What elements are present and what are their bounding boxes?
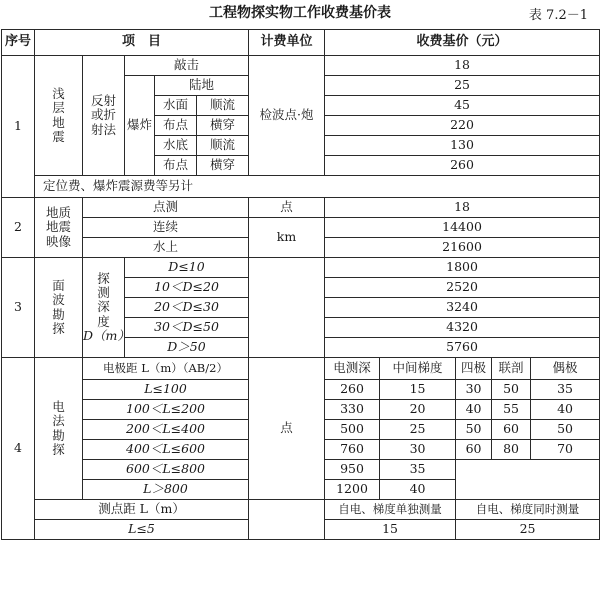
table-row [2, 258, 600, 278]
section-4-unit: 点 [249, 358, 325, 500]
price-hammer: 18 [325, 56, 600, 76]
cell: 260 [325, 380, 380, 400]
cell: 50 [531, 420, 600, 440]
row-land: 陆地 [155, 76, 249, 96]
depth-row-3: 20＜D≤30 [125, 298, 249, 318]
unit-point: 点 [249, 198, 325, 218]
section-4-no: 4 [2, 358, 35, 540]
depth-row-4: 30＜D≤50 [125, 318, 249, 338]
header-item: 项 目 [35, 30, 249, 56]
cell: 80 [492, 440, 531, 460]
page-title: 工程物探实物工作收费基价表 [209, 5, 391, 21]
spacing-row-label: 200＜L≤400 [83, 420, 249, 440]
spacing-row-label: L＞800 [83, 480, 249, 500]
cell: 20 [380, 400, 456, 420]
depth-row-1: D≤10 [125, 258, 249, 278]
row-water-surface-1: 水面 [155, 96, 197, 116]
depth-row-2: 10＜D≤20 [125, 278, 249, 298]
col-gradient: 中间梯度 [380, 358, 456, 380]
cell: 40 [531, 400, 600, 420]
table-number: 表 7.2－1 [528, 8, 588, 23]
col-four-pole: 四极 [456, 358, 492, 380]
spacing-row-label: 100＜L≤200 [83, 400, 249, 420]
row-water-bottom-1: 水底 [155, 136, 197, 156]
cell: 30 [456, 380, 492, 400]
cell: 50 [492, 380, 531, 400]
header-seq: 序号 [2, 30, 35, 56]
section-2-no: 2 [2, 198, 35, 258]
cell: 70 [531, 440, 600, 460]
section-3-no: 3 [2, 258, 35, 358]
spacing-row-label: 400＜L≤600 [83, 440, 249, 460]
cell: 15 [380, 380, 456, 400]
table-row [2, 176, 600, 198]
empty-cell [456, 460, 600, 500]
section-3-depth: 探 测 深 度 D（m） [83, 258, 125, 358]
price-depth-4: 4320 [325, 318, 600, 338]
price-point-test: 18 [325, 198, 600, 218]
section-4-name: 电 法 勘 探 [35, 358, 83, 500]
sp-combined-header: 自电、梯度同时测量 [456, 500, 600, 520]
point-spacing-label: 测点距 L（m） [35, 500, 249, 520]
table-row [2, 500, 600, 520]
depth-row-5: D＞50 [125, 338, 249, 358]
table-row [2, 358, 600, 380]
row-hammer: 敲击 [125, 56, 249, 76]
section-2-name: 地质 地震 映像 [35, 198, 83, 258]
header-row [2, 30, 600, 56]
cell: 60 [492, 420, 531, 440]
row-wb-across: 横穿 [197, 156, 249, 176]
sp-single-header: 自电、梯度单独测量 [325, 500, 456, 520]
row-continuous: 连续 [83, 218, 249, 238]
cell: 25 [380, 420, 456, 440]
cell: 60 [456, 440, 492, 460]
price-land: 25 [325, 76, 600, 96]
row-ws-along: 顺流 [197, 96, 249, 116]
spacing-row-label: 600＜L≤800 [83, 460, 249, 480]
price-wb-across: 260 [325, 156, 600, 176]
section-1-no: 1 [2, 56, 35, 198]
row-wb-along: 顺流 [197, 136, 249, 156]
row-ws-across: 横穿 [197, 116, 249, 136]
section-1-name: 浅 层 地 震 [35, 56, 83, 176]
col-dipole: 偶极 [531, 358, 600, 380]
price-depth-5: 5760 [325, 338, 600, 358]
section-1-note: 定位费、爆炸震源费等另计 [35, 176, 600, 198]
price-ws-across: 220 [325, 116, 600, 136]
section-3-unit-blank [249, 258, 325, 358]
cell: 40 [380, 480, 456, 500]
row-point-test: 点测 [83, 198, 249, 218]
row-water-surface-2: 布点 [155, 116, 197, 136]
row-blast: 爆炸 [125, 76, 155, 176]
price-depth-2: 2520 [325, 278, 600, 298]
cell: 35 [531, 380, 600, 400]
row-on-water: 水上 [83, 238, 249, 258]
price-continuous: 14400 [325, 218, 600, 238]
price-ws-along: 45 [325, 96, 600, 116]
cell: 760 [325, 440, 380, 460]
header-unit: 计费单位 [249, 30, 325, 56]
section-3-name: 面 波 勘 探 [35, 258, 83, 358]
col-sounding: 电测深 [325, 358, 380, 380]
price-on-water: 21600 [325, 238, 600, 258]
col-profiling: 联剖 [492, 358, 531, 380]
row-water-bottom-2: 布点 [155, 156, 197, 176]
electrode-spacing-label: 电极距 L（m）（AB/2） [83, 358, 249, 380]
section-4-unit-blank [249, 500, 325, 540]
cell: 55 [492, 400, 531, 420]
price-table [1, 29, 600, 540]
price-depth-1: 1800 [325, 258, 600, 278]
table-row [2, 198, 600, 218]
price-wb-along: 130 [325, 136, 600, 156]
table-row [2, 218, 600, 238]
cell: 950 [325, 460, 380, 480]
unit-km: km [249, 218, 325, 258]
last-row-single: 15 [325, 520, 456, 540]
cell: 30 [380, 440, 456, 460]
cell: 500 [325, 420, 380, 440]
last-row-label: L≤5 [35, 520, 249, 540]
price-depth-3: 3240 [325, 298, 600, 318]
section-1-unit: 检波点·炮 [249, 56, 325, 176]
cell: 330 [325, 400, 380, 420]
cell: 35 [380, 460, 456, 480]
header-price: 收费基价（元） [325, 30, 600, 56]
spacing-row-label: L≤100 [83, 380, 249, 400]
table-row [2, 56, 600, 76]
cell: 40 [456, 400, 492, 420]
last-row-combined: 25 [456, 520, 600, 540]
section-1-method: 反射 或折 射法 [83, 56, 125, 176]
cell: 1200 [325, 480, 380, 500]
cell: 50 [456, 420, 492, 440]
